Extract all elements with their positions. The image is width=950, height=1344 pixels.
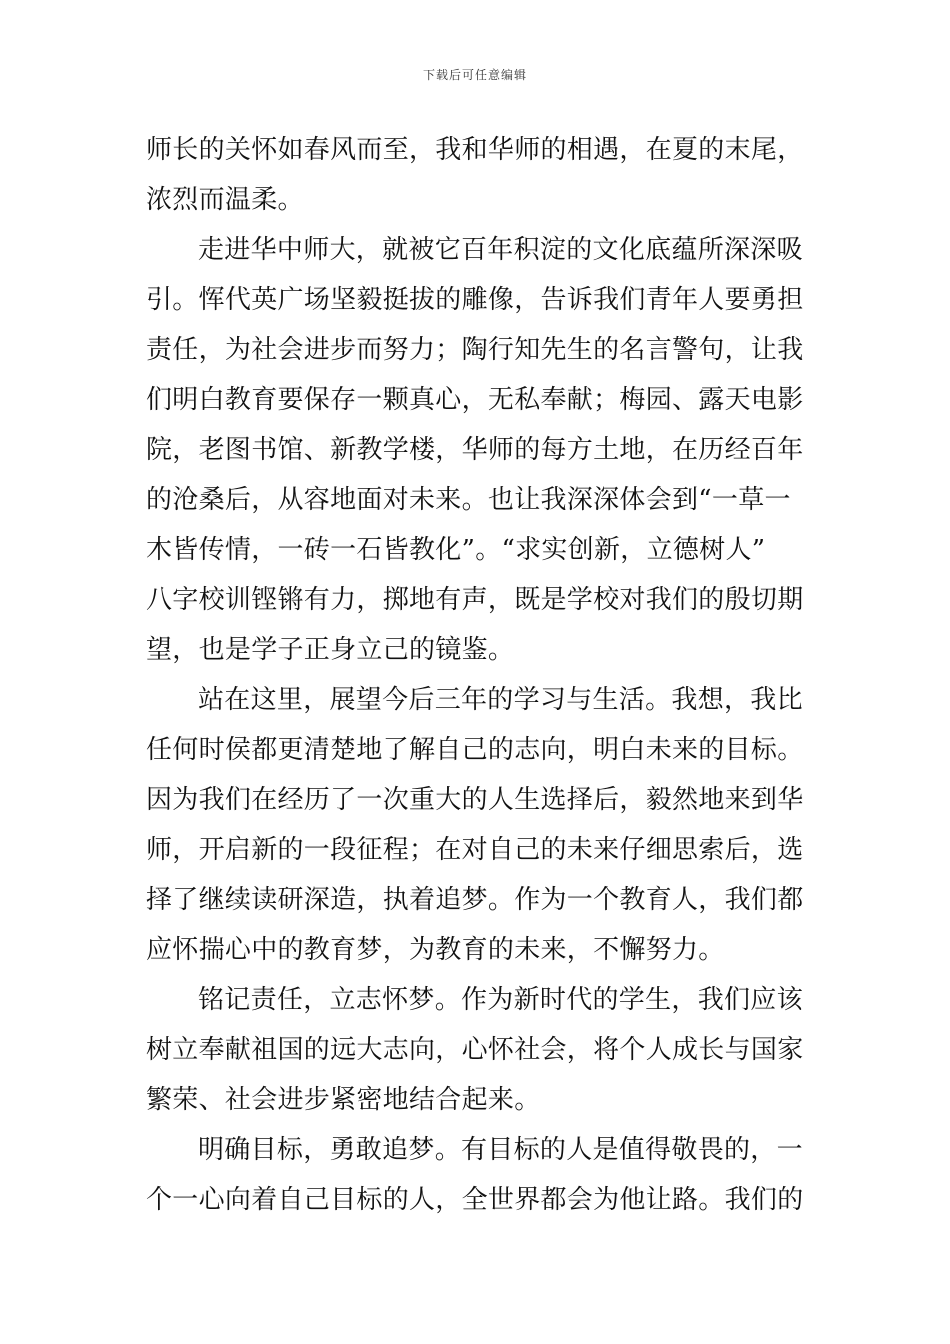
text-line: 木皆传情，一砖一石皆教化”。“求实创新，立德树人” — [146, 535, 766, 565]
text-line: 择了继续读研深造，执着追梦。作为一个教育人，我们都 — [146, 885, 804, 915]
text-line: 树立奉献祖国的远大志向，心怀社会，将个人成长与国家 — [146, 1035, 804, 1065]
text-line: 因为我们在经历了一次重大的人生选择后，毅然地来到华 — [146, 785, 804, 815]
text-line: 任何时侯都更清楚地了解自己的志向，明白未来的目标。 — [146, 735, 804, 765]
text-line: 八字校训铿锵有力，掷地有声，既是学校对我们的殷切期 — [146, 585, 804, 615]
text-line: 个一心向着自己目标的人，全世界都会为他让路。我们的 — [146, 1185, 804, 1215]
text-line: 站在这里，展望今后三年的学习与生活。我想，我比 — [198, 685, 803, 715]
text-line: 的沧桑后，从容地面对未来。也让我深深体会到“一草一 — [146, 485, 791, 515]
text-line: 院，老图书馆、新教学楼，华师的每方土地，在历经百年 — [146, 435, 804, 465]
text-line: 引。恽代英广场坚毅挺拔的雕像，告诉我们青年人要勇担 — [146, 285, 804, 315]
text-line: 走进华中师大，就被它百年积淀的文化底蕴所深深吸 — [198, 235, 803, 265]
text-line: 师，开启新的一段征程；在对自己的未来仔细思索后，选 — [146, 835, 804, 865]
document-body — [146, 125, 806, 1225]
text-line: 们明白教育要保存一颗真心，无私奉献；梅园、露天电影 — [146, 385, 804, 415]
text-line: 师长的关怀如春风而至，我和华师的相遇，在夏的末尾， — [146, 135, 804, 165]
text-line: 浓烈而温柔。 — [146, 185, 304, 215]
text-line: 望，也是学子正身立己的镜鉴。 — [146, 635, 515, 665]
text-line: 铭记责任，立志怀梦。作为新时代的学生，我们应该 — [198, 985, 803, 1015]
text-line: 责任，为社会进步而努力；陶行知先生的名言警句，让我 — [146, 335, 804, 365]
text-line: 繁荣、社会进步紧密地结合起来。 — [146, 1085, 541, 1115]
page-header: 下载后可任意编辑 — [422, 68, 527, 82]
text-line: 应怀揣心中的教育梦，为教育的未来，不懈努力。 — [146, 935, 725, 965]
text-line: 明确目标，勇敢追梦。有目标的人是值得敬畏的，一 — [198, 1135, 803, 1165]
